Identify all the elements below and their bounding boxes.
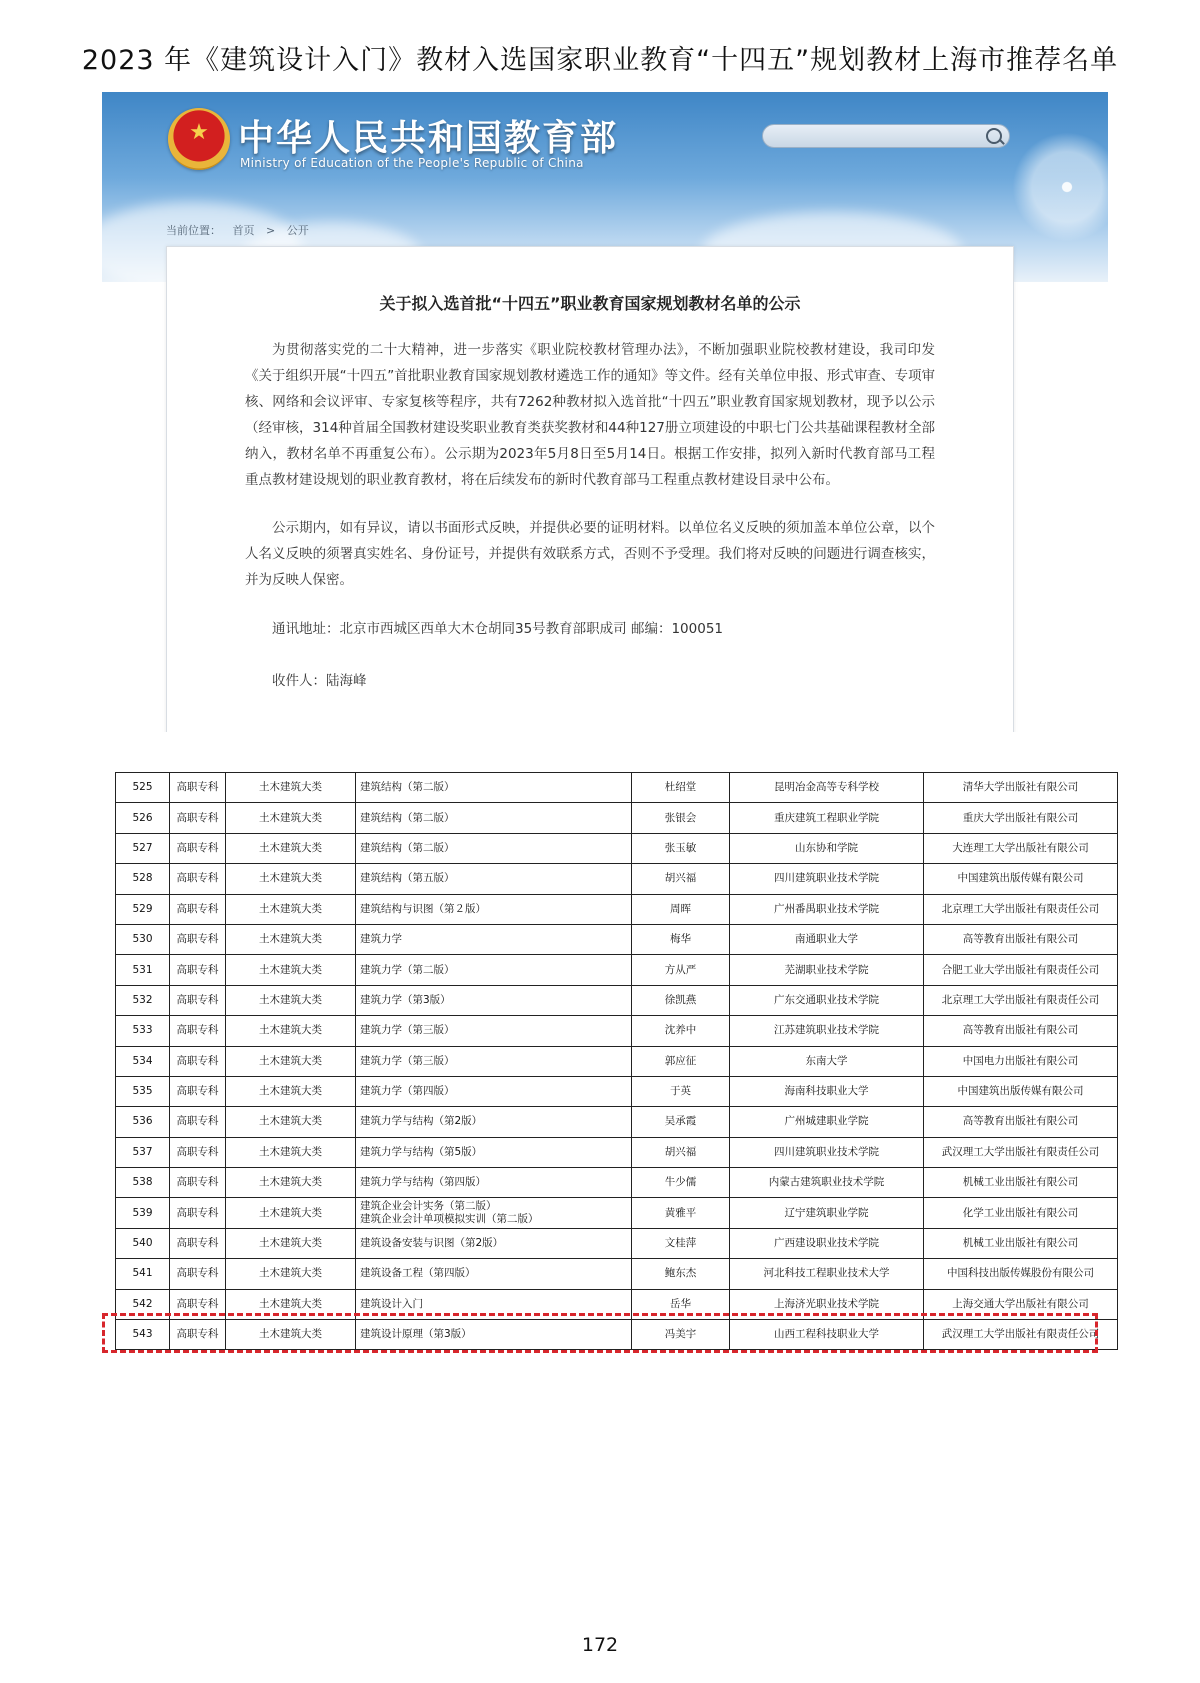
cell-level: 高职专科 (170, 1168, 226, 1198)
cell-school: 昆明冶金高等专科学校 (730, 773, 924, 803)
search-icon[interactable] (986, 128, 1002, 144)
cell-category: 土木建筑大类 (226, 803, 356, 833)
cell-publisher: 武汉理工大学出版社有限责任公司 (924, 1137, 1118, 1167)
cell-publisher: 高等教育出版社有限公司 (924, 1016, 1118, 1046)
cell-number: 536 (116, 1107, 170, 1137)
cell-school: 海南科技职业大学 (730, 1076, 924, 1106)
cell-title: 建筑力学与结构（第5版） (356, 1137, 632, 1167)
cell-author: 沈养中 (632, 1016, 730, 1046)
cell-number: 533 (116, 1016, 170, 1046)
breadcrumb (166, 222, 317, 238)
table-body (116, 773, 1118, 1350)
cell-level: 高职专科 (170, 773, 226, 803)
cell-school: 辽宁建筑职业学院 (730, 1198, 924, 1228)
cell-author: 梅华 (632, 924, 730, 954)
breadcrumb-current[interactable]: 公开 (286, 224, 309, 237)
cell-level: 高职专科 (170, 1076, 226, 1106)
cell-level: 高职专科 (170, 1046, 226, 1076)
cell-title: 建筑结构（第二版） (356, 803, 632, 833)
table-row (116, 985, 1118, 1015)
cell-author: 胡兴福 (632, 1137, 730, 1167)
cell-publisher: 清华大学出版社有限公司 (924, 773, 1118, 803)
table-row (116, 1228, 1118, 1258)
cell-category: 土木建筑大类 (226, 955, 356, 985)
cell-level: 高职专科 (170, 985, 226, 1015)
cell-number: 537 (116, 1137, 170, 1167)
cell-level: 高职专科 (170, 1228, 226, 1258)
breadcrumb-separator: > (266, 224, 276, 237)
notice-recipient: 收件人：陆海峰 (272, 673, 367, 689)
cell-author: 张银会 (632, 803, 730, 833)
cell-level: 高职专科 (170, 833, 226, 863)
table-row (116, 955, 1118, 985)
cell-title: 建筑结构与识图（第２版） (356, 894, 632, 924)
cell-number: 538 (116, 1168, 170, 1198)
cell-level: 高职专科 (170, 955, 226, 985)
cell-number: 541 (116, 1259, 170, 1289)
breadcrumb-label: 当前位置： (166, 224, 221, 237)
cell-publisher: 上海交通大学出版社有限公司 (924, 1289, 1118, 1319)
cell-publisher: 重庆大学出版社有限公司 (924, 803, 1118, 833)
cell-publisher: 机械工业出版社有限公司 (924, 1228, 1118, 1258)
cell-school: 内蒙古建筑职业技术学院 (730, 1168, 924, 1198)
cell-school: 四川建筑职业技术学院 (730, 864, 924, 894)
cell-title: 建筑力学（第3版） (356, 985, 632, 1015)
cell-publisher: 武汉理工大学出版社有限责任公司 (924, 1320, 1118, 1350)
cell-school: 重庆建筑工程职业学院 (730, 803, 924, 833)
cell-title: 建筑结构（第五版） (356, 864, 632, 894)
cell-number: 525 (116, 773, 170, 803)
table-row (116, 1168, 1118, 1198)
cell-author: 岳华 (632, 1289, 730, 1319)
table-row (116, 894, 1118, 924)
cell-school: 四川建筑职业技术学院 (730, 1137, 924, 1167)
table-row (116, 1259, 1118, 1289)
cell-title: 建筑力学与结构（第四版） (356, 1168, 632, 1198)
cell-level: 高职专科 (170, 1016, 226, 1046)
cell-category: 土木建筑大类 (226, 1107, 356, 1137)
cell-level: 高职专科 (170, 894, 226, 924)
cell-number: 526 (116, 803, 170, 833)
table-row (116, 924, 1118, 954)
cell-publisher: 北京理工大学出版社有限责任公司 (924, 985, 1118, 1015)
cell-level: 高职专科 (170, 803, 226, 833)
cell-category: 土木建筑大类 (226, 1046, 356, 1076)
breadcrumb-home-link[interactable]: 首页 (232, 224, 255, 237)
cell-title: 建筑企业会计实务（第二版） 建筑企业会计单项模拟实训（第二版） (356, 1198, 632, 1228)
cell-level: 高职专科 (170, 1289, 226, 1319)
cell-category: 土木建筑大类 (226, 1228, 356, 1258)
cell-publisher: 中国建筑出版传媒有限公司 (924, 864, 1118, 894)
site-name: 中华人民共和国教育部 (238, 118, 619, 159)
cell-publisher: 机械工业出版社有限公司 (924, 1168, 1118, 1198)
ministry-site-screenshot (102, 92, 1108, 732)
notice-paragraph-2: 公示期内，如有异议，请以书面形式反映，并提供必要的证明材料。以单位名义反映的须加盖本单位公章，以个人名义反映的须署真实姓名、身份证号，并提供有效联系方式，否则不予受理。我们将对反映的问题进行调查核实，并为反映人保密。 (245, 520, 935, 588)
cell-author: 张玉敏 (632, 833, 730, 863)
cell-author: 徐凯燕 (632, 985, 730, 1015)
textbook-list-table (115, 772, 1118, 1350)
notice-title: 关于拟入选首批“十四五”职业教育国家规划教材名单的公示 (379, 294, 801, 313)
cell-level: 高职专科 (170, 1259, 226, 1289)
cell-publisher: 北京理工大学出版社有限责任公司 (924, 894, 1118, 924)
cell-title: 建筑力学（第四版） (356, 1076, 632, 1106)
cell-number: 535 (116, 1076, 170, 1106)
cell-school: 广州城建职业学院 (730, 1107, 924, 1137)
cell-author: 文桂萍 (632, 1228, 730, 1258)
cell-title: 建筑设备工程（第四版） (356, 1259, 632, 1289)
notice-address: 通讯地址：北京市西城区西单大木仓胡同35号教育部职成司 邮编：100051 (272, 621, 724, 637)
cell-level: 高职专科 (170, 1137, 226, 1167)
cell-number: 528 (116, 864, 170, 894)
cell-title: 建筑力学与结构（第2版） (356, 1107, 632, 1137)
table-row (116, 803, 1118, 833)
cell-level: 高职专科 (170, 1107, 226, 1137)
table-row (116, 1289, 1118, 1319)
cell-title: 建筑设计原理（第3版） (356, 1320, 632, 1350)
cell-school: 广州番禺职业技术学院 (730, 894, 924, 924)
cell-number: 534 (116, 1046, 170, 1076)
cell-title: 建筑力学（第三版） (356, 1046, 632, 1076)
cell-category: 土木建筑大类 (226, 1076, 356, 1106)
cell-author: 鲍东杰 (632, 1259, 730, 1289)
cell-school: 广西建设职业技术学院 (730, 1228, 924, 1258)
cell-number: 530 (116, 924, 170, 954)
notice-paragraph-1: 为贯彻落实党的二十大精神，进一步落实《职业院校教材管理办法》，不断加强职业院校教材建设，我司印发《关于组织开展“十四五”首批职业教育国家规划教材遴选工作的通知》等文件。经有关单位申报、形式审查、专项审核、网络和会议评审、专家复核等程序，共有7262种教材拟入选首批“十四五”职业教育国家规划教材，现予以公示（经审核，314种首届全国教材建设奖职业教育类获奖教材和44种127册立项建设的中职七门公共基础课程教材全部纳入，教材名单不再重复公布）。公示期为2023年5月8日至5月14日。根据工作安排，拟列入新时代教育部马工程重点教材建设规划的职业教育教材，将在后续发布的新时代教育部马工程重点教材建设目录中公布。 (245, 342, 935, 488)
cell-number: 543 (116, 1320, 170, 1350)
table-row (116, 1320, 1118, 1350)
cell-publisher: 大连理工大学出版社有限公司 (924, 833, 1118, 863)
table-row (116, 1076, 1118, 1106)
table-row (116, 864, 1118, 894)
site-name-english: Ministry of Education of the People's Republic of China (240, 156, 584, 170)
cell-author: 吴承霞 (632, 1107, 730, 1137)
cell-category: 土木建筑大类 (226, 1168, 356, 1198)
table-row (116, 1198, 1118, 1228)
cell-title: 建筑结构（第二版） (356, 833, 632, 863)
cell-author: 于英 (632, 1076, 730, 1106)
search-input[interactable] (762, 124, 1010, 148)
cell-title: 建筑力学（第二版） (356, 955, 632, 985)
cell-category: 土木建筑大类 (226, 864, 356, 894)
cell-publisher: 合肥工业大学出版社有限责任公司 (924, 955, 1118, 985)
cell-author: 胡兴福 (632, 864, 730, 894)
table-row (116, 1107, 1118, 1137)
cell-author: 牛少儒 (632, 1168, 730, 1198)
cell-title: 建筑结构（第二版） (356, 773, 632, 803)
cell-category: 土木建筑大类 (226, 1289, 356, 1319)
cell-author: 黄雅平 (632, 1198, 730, 1228)
cell-author: 周晖 (632, 894, 730, 924)
cell-level: 高职专科 (170, 1320, 226, 1350)
cell-school: 上海济光职业技术学院 (730, 1289, 924, 1319)
cell-school: 芜湖职业技术学院 (730, 955, 924, 985)
cell-category: 土木建筑大类 (226, 1137, 356, 1167)
cell-level: 高职专科 (170, 864, 226, 894)
cell-level: 高职专科 (170, 1198, 226, 1228)
cell-number: 540 (116, 1228, 170, 1258)
cell-author: 郭应征 (632, 1046, 730, 1076)
cell-school: 广东交通职业技术学院 (730, 985, 924, 1015)
dandelion-decoration (1012, 132, 1108, 242)
cell-author: 冯美宇 (632, 1320, 730, 1350)
cell-school: 江苏建筑职业技术学院 (730, 1016, 924, 1046)
cell-category: 土木建筑大类 (226, 1198, 356, 1228)
cell-category: 土木建筑大类 (226, 985, 356, 1015)
cell-school: 山东协和学院 (730, 833, 924, 863)
cell-number: 542 (116, 1289, 170, 1319)
cell-number: 529 (116, 894, 170, 924)
cell-category: 土木建筑大类 (226, 1259, 356, 1289)
cell-level: 高职专科 (170, 924, 226, 954)
cell-school: 东南大学 (730, 1046, 924, 1076)
cell-school: 河北科技工程职业技术大学 (730, 1259, 924, 1289)
cell-author: 杜绍堂 (632, 773, 730, 803)
cell-category: 土木建筑大类 (226, 833, 356, 863)
cell-title: 建筑力学 (356, 924, 632, 954)
cell-title: 建筑设计入门 (356, 1289, 632, 1319)
table-row (116, 1046, 1118, 1076)
page-number: 172 (581, 1634, 619, 1656)
national-emblem-icon: ★ (168, 108, 230, 170)
cell-category: 土木建筑大类 (226, 894, 356, 924)
cell-school: 山西工程科技职业大学 (730, 1320, 924, 1350)
cell-publisher: 化学工业出版社有限公司 (924, 1198, 1118, 1228)
cell-category: 土木建筑大类 (226, 924, 356, 954)
cell-publisher: 中国电力出版社有限公司 (924, 1046, 1118, 1076)
cell-author: 方从严 (632, 955, 730, 985)
table-row (116, 1016, 1118, 1046)
cell-number: 539 (116, 1198, 170, 1228)
cell-number: 532 (116, 985, 170, 1015)
cell-number: 531 (116, 955, 170, 985)
cell-category: 土木建筑大类 (226, 1016, 356, 1046)
cell-publisher: 高等教育出版社有限公司 (924, 1107, 1118, 1137)
cell-category: 土木建筑大类 (226, 773, 356, 803)
table-row (116, 1137, 1118, 1167)
table-row (116, 833, 1118, 863)
page-title: 2023 年《建筑设计入门》教材入选国家职业教育“十四五”规划教材上海市推荐名单 (81, 45, 1119, 76)
cell-title: 建筑设备安装与识图（第2版） (356, 1228, 632, 1258)
cell-category: 土木建筑大类 (226, 1320, 356, 1350)
cell-school: 南通职业大学 (730, 924, 924, 954)
cell-publisher: 中国科技出版传媒股份有限公司 (924, 1259, 1118, 1289)
notice-panel (166, 246, 1014, 732)
table-row (116, 773, 1118, 803)
cell-title: 建筑力学（第三版） (356, 1016, 632, 1046)
cell-number: 527 (116, 833, 170, 863)
cell-publisher: 高等教育出版社有限公司 (924, 924, 1118, 954)
cell-publisher: 中国建筑出版传媒有限公司 (924, 1076, 1118, 1106)
